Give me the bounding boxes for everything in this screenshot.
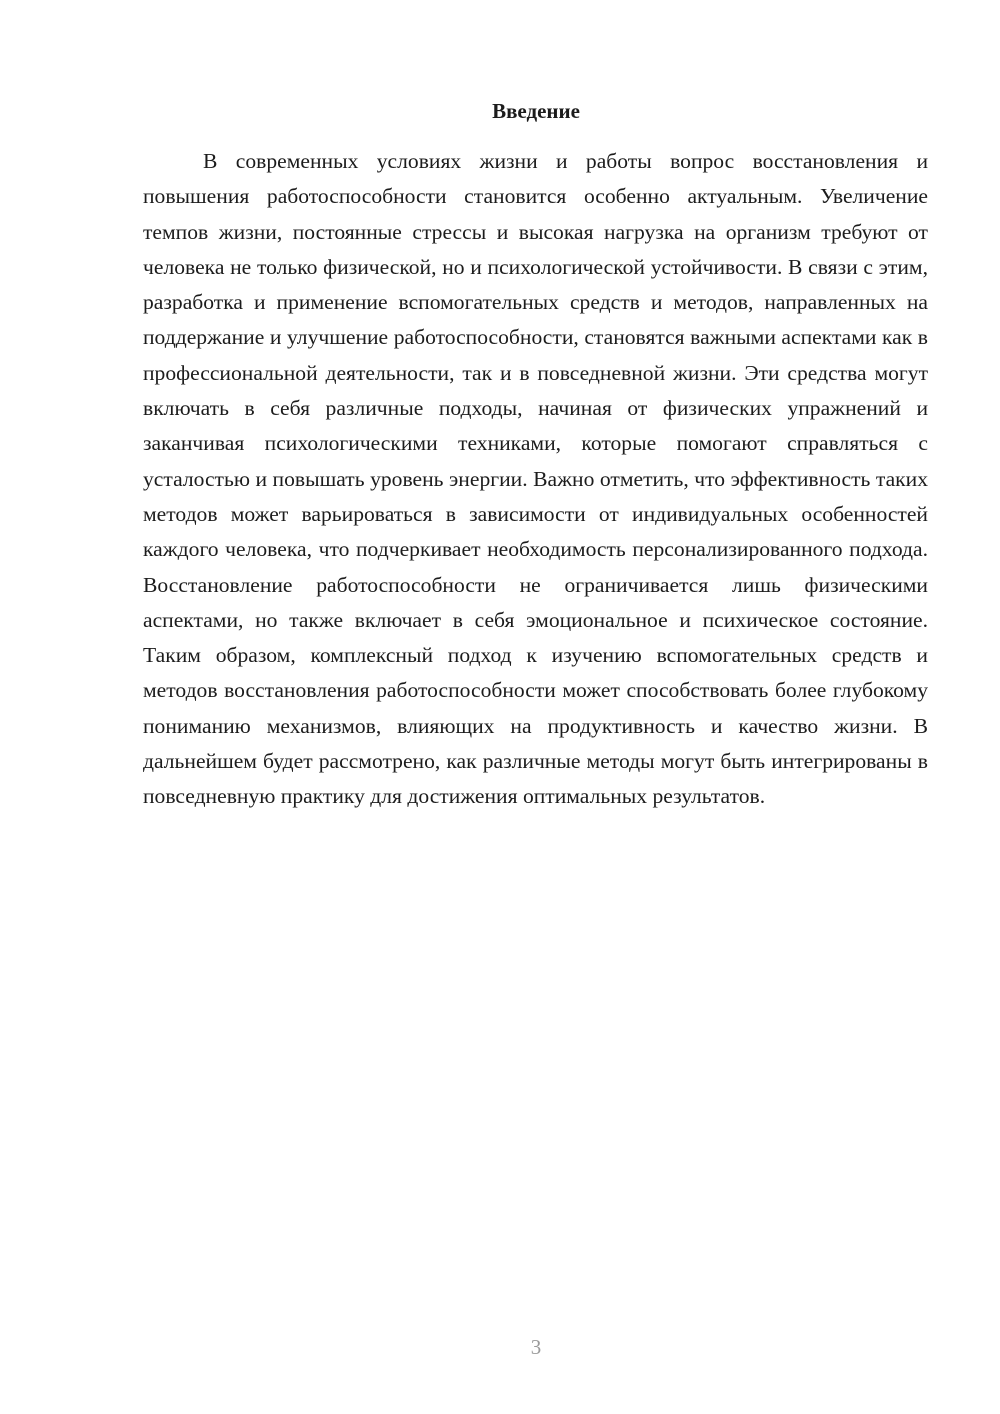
- section-heading: Введение: [492, 99, 580, 123]
- page-number: 3: [530, 1335, 542, 1359]
- body-paragraph: В современных условиях жизни и работы вопрос восстановления и повышения работоспособности становится особенно актуальным. Увеличение темпов жизни, постоянные стрессы и высокая нагрузка на организм требуют от человека не только физической, но и психологической устойчивости. В связи с этим, разработка и применение вспомогательных средств и методов, направленных на поддержание и улучшение работоспособности, становятся важными аспектами как в профессиональной деятельности, так и в повседневной жизни. Эти средства могут включать в себя различные подходы, начиная от физических упражнений и заканчивая психологическими техниками, которые помогают справляться с усталостью и повышать уровень энергии. Важно отметить, что эффективность таких методов может варьироваться в зависимости от индивидуальных особенностей каждого человека, что подчеркивает необходимость персонализированного подхода. Восстановление работоспособности не ограничивается лишь физическими аспектами, но также включает в себя эмоциональное и психическое состояние. Таким образом, комплексный подход к изучению вспомогательных средств и методов восстановления работоспособности может способствовать более глубокому пониманию механизмов, влияющих на продуктивность и качество жизни. В дальнейшем будет рассмотрено, как различные методы могут быть интегрированы в повседневную практику для достижения оптимальных результатов.: [143, 149, 928, 809]
